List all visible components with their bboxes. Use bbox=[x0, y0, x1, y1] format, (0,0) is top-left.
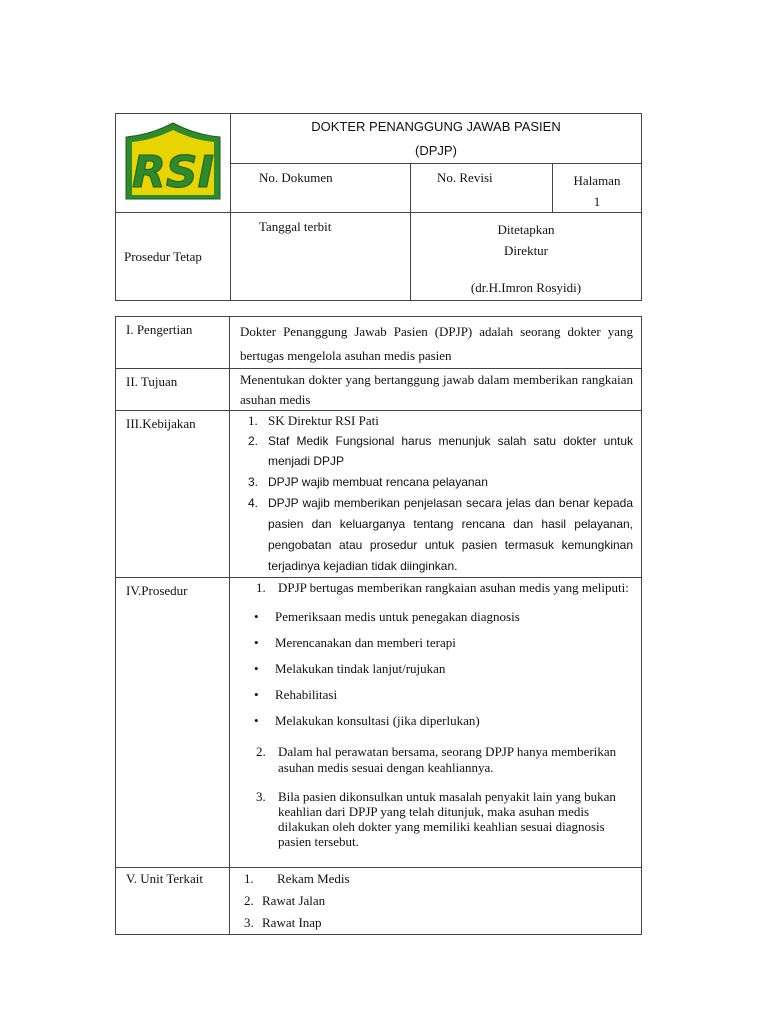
kebijakan-num: 3. bbox=[248, 475, 259, 489]
unit-text: Rekam Medis bbox=[277, 871, 350, 886]
bullet-dot: • bbox=[254, 687, 259, 702]
prosedur-bullets bbox=[230, 604, 633, 734]
document-title bbox=[231, 114, 642, 164]
prosedur-num: 1. bbox=[256, 580, 266, 595]
prosedur-text: Bila pasien dikonsulkan untuk masalah penyakit lain yang bukan keahlian dari DPJP yang telah ditunjuk, maka asuhan medis dilakukan oleh dokter yang memiliki keahlian sesuai diagnosis pasien tersebut. bbox=[278, 789, 616, 849]
label-prosedur-text: IV.Prosedur bbox=[126, 583, 188, 598]
row-pengertian bbox=[116, 317, 642, 369]
bullet-dot: • bbox=[254, 661, 259, 676]
prosedur-item-1 bbox=[230, 578, 633, 596]
no-dokumen-label: No. Dokumen bbox=[259, 170, 333, 185]
prosedur-text: Dalam hal perawatan bersama, seorang DPJP hanya memberikan asuhan medis sesuai dengan keahliannya. bbox=[278, 744, 617, 775]
row-unit-terkait bbox=[116, 868, 642, 935]
halaman-value: 1 bbox=[593, 194, 601, 209]
ditetapkan-cell bbox=[411, 213, 642, 301]
label-pengertian-text: I. Pengertian bbox=[126, 322, 193, 337]
kebijakan-num: 4. bbox=[248, 496, 259, 510]
no-revisi-cell bbox=[411, 164, 553, 213]
tanggal-terbit-label: Tanggal terbit bbox=[259, 219, 332, 234]
row-kebijakan bbox=[116, 411, 642, 578]
kebijakan-item bbox=[240, 431, 633, 471]
bullet-text: Pemeriksaan medis untuk penegakan diagnosis bbox=[275, 609, 520, 624]
prosedur-tetap-cell bbox=[116, 213, 231, 301]
bullet-text: Melakukan konsultasi (jika diperlukan) bbox=[275, 713, 480, 728]
kebijakan-item bbox=[240, 411, 633, 431]
content-tujuan bbox=[230, 369, 642, 411]
direktur-label: Direktur bbox=[503, 243, 549, 258]
bullet-dot: • bbox=[254, 609, 259, 624]
kebijakan-text: DPJP wajib memberikan penjelasan secara jelas dan benar kepada pasien dan keluarganya tentang rencana dan hasil pelayanan, pengobatan atau prosedur untuk pasien termasuk kemungkinan terjadinya kejadian tidak diinginkan. bbox=[268, 496, 633, 573]
prosedur-num: 2. bbox=[256, 744, 266, 759]
signatory-name: (dr.H.Imron Rosyidi) bbox=[470, 280, 582, 295]
kebijakan-list bbox=[240, 411, 633, 577]
prosedur-bullet-item bbox=[230, 604, 633, 630]
label-pengertian bbox=[116, 317, 230, 369]
bullet-text: Merencanakan dan memberi terapi bbox=[275, 635, 456, 650]
title-line-1: DOKTER PENANGGUNG JAWAB PASIEN bbox=[311, 119, 561, 134]
bullet-text: Melakukan tindak lanjut/rujukan bbox=[275, 661, 446, 676]
unit-num: 2. bbox=[244, 893, 254, 908]
bullet-dot: • bbox=[254, 635, 259, 650]
prosedur-item-2 bbox=[230, 744, 633, 776]
halaman-label: Halaman bbox=[573, 173, 621, 188]
halaman-cell bbox=[553, 164, 642, 213]
row-tujuan bbox=[116, 369, 642, 411]
prosedur-num: 3. bbox=[256, 789, 266, 804]
prosedur-bullet-item bbox=[230, 630, 633, 656]
title-line-2: (DPJP) bbox=[415, 143, 457, 158]
tujuan-text: Menentukan dokter yang bertanggung jawab dalam memberikan rangkaian asuhan medis bbox=[240, 372, 633, 407]
content-prosedur bbox=[230, 578, 642, 868]
prosedur-text: DPJP bertugas memberikan rangkaian asuhan medis yang meliputi: bbox=[278, 580, 629, 595]
bullet-dot: • bbox=[254, 713, 259, 728]
pengertian-text: Dokter Penanggung Jawab Pasien (DPJP) adalah seorang dokter yang bertugas mengelola asuhan medis pasien bbox=[240, 324, 633, 363]
prosedur-bullet-item bbox=[230, 708, 633, 734]
label-prosedur bbox=[116, 578, 230, 868]
bullet-text: Rehabilitasi bbox=[275, 687, 338, 702]
kebijakan-text: DPJP wajib membuat rencana pelayanan bbox=[268, 475, 488, 489]
label-kebijakan bbox=[116, 411, 230, 578]
no-dokumen-cell bbox=[231, 164, 411, 213]
header-table bbox=[115, 113, 642, 301]
prosedur-tetap-label: Prosedur Tetap bbox=[124, 248, 202, 264]
unit-item bbox=[230, 890, 633, 912]
unit-text: Rawat Inap bbox=[262, 915, 322, 930]
label-tujuan bbox=[116, 369, 230, 411]
kebijakan-text: SK Direktur RSI Pati bbox=[268, 413, 379, 428]
no-revisi-label: No. Revisi bbox=[437, 170, 493, 185]
kebijakan-num: 2. bbox=[248, 434, 259, 448]
label-unit-terkait-text: V. Unit Terkait bbox=[126, 871, 203, 886]
unit-num: 3. bbox=[244, 915, 254, 930]
kebijakan-item bbox=[240, 471, 633, 493]
kebijakan-text: Staf Medik Fungsional harus menunjuk salah satu dokter untuk menjadi DPJP bbox=[268, 434, 633, 468]
tanggal-terbit-cell bbox=[231, 213, 411, 301]
label-tujuan-text: II. Tujuan bbox=[126, 374, 178, 389]
logo-text: RSI bbox=[132, 147, 214, 198]
label-kebijakan-text: III.Kebijakan bbox=[126, 416, 196, 431]
row-prosedur bbox=[116, 578, 642, 868]
content-pengertian bbox=[230, 317, 642, 369]
unit-item bbox=[230, 868, 633, 890]
prosedur-bullet-item bbox=[230, 656, 633, 682]
content-unit-terkait bbox=[230, 868, 642, 935]
content-kebijakan bbox=[230, 411, 642, 578]
kebijakan-item bbox=[240, 493, 633, 577]
unit-item bbox=[230, 912, 633, 934]
prosedur-item-3 bbox=[230, 789, 633, 849]
unit-text: Rawat Jalan bbox=[262, 893, 326, 908]
label-unit-terkait bbox=[116, 868, 230, 935]
kebijakan-num: 1. bbox=[248, 413, 258, 428]
unit-num: 1. bbox=[244, 871, 254, 886]
content-table bbox=[115, 316, 642, 935]
ditetapkan-label: Ditetapkan bbox=[497, 222, 555, 237]
logo-cell bbox=[116, 114, 231, 213]
prosedur-bullet-item bbox=[230, 682, 633, 708]
rsi-logo-icon bbox=[116, 117, 230, 205]
